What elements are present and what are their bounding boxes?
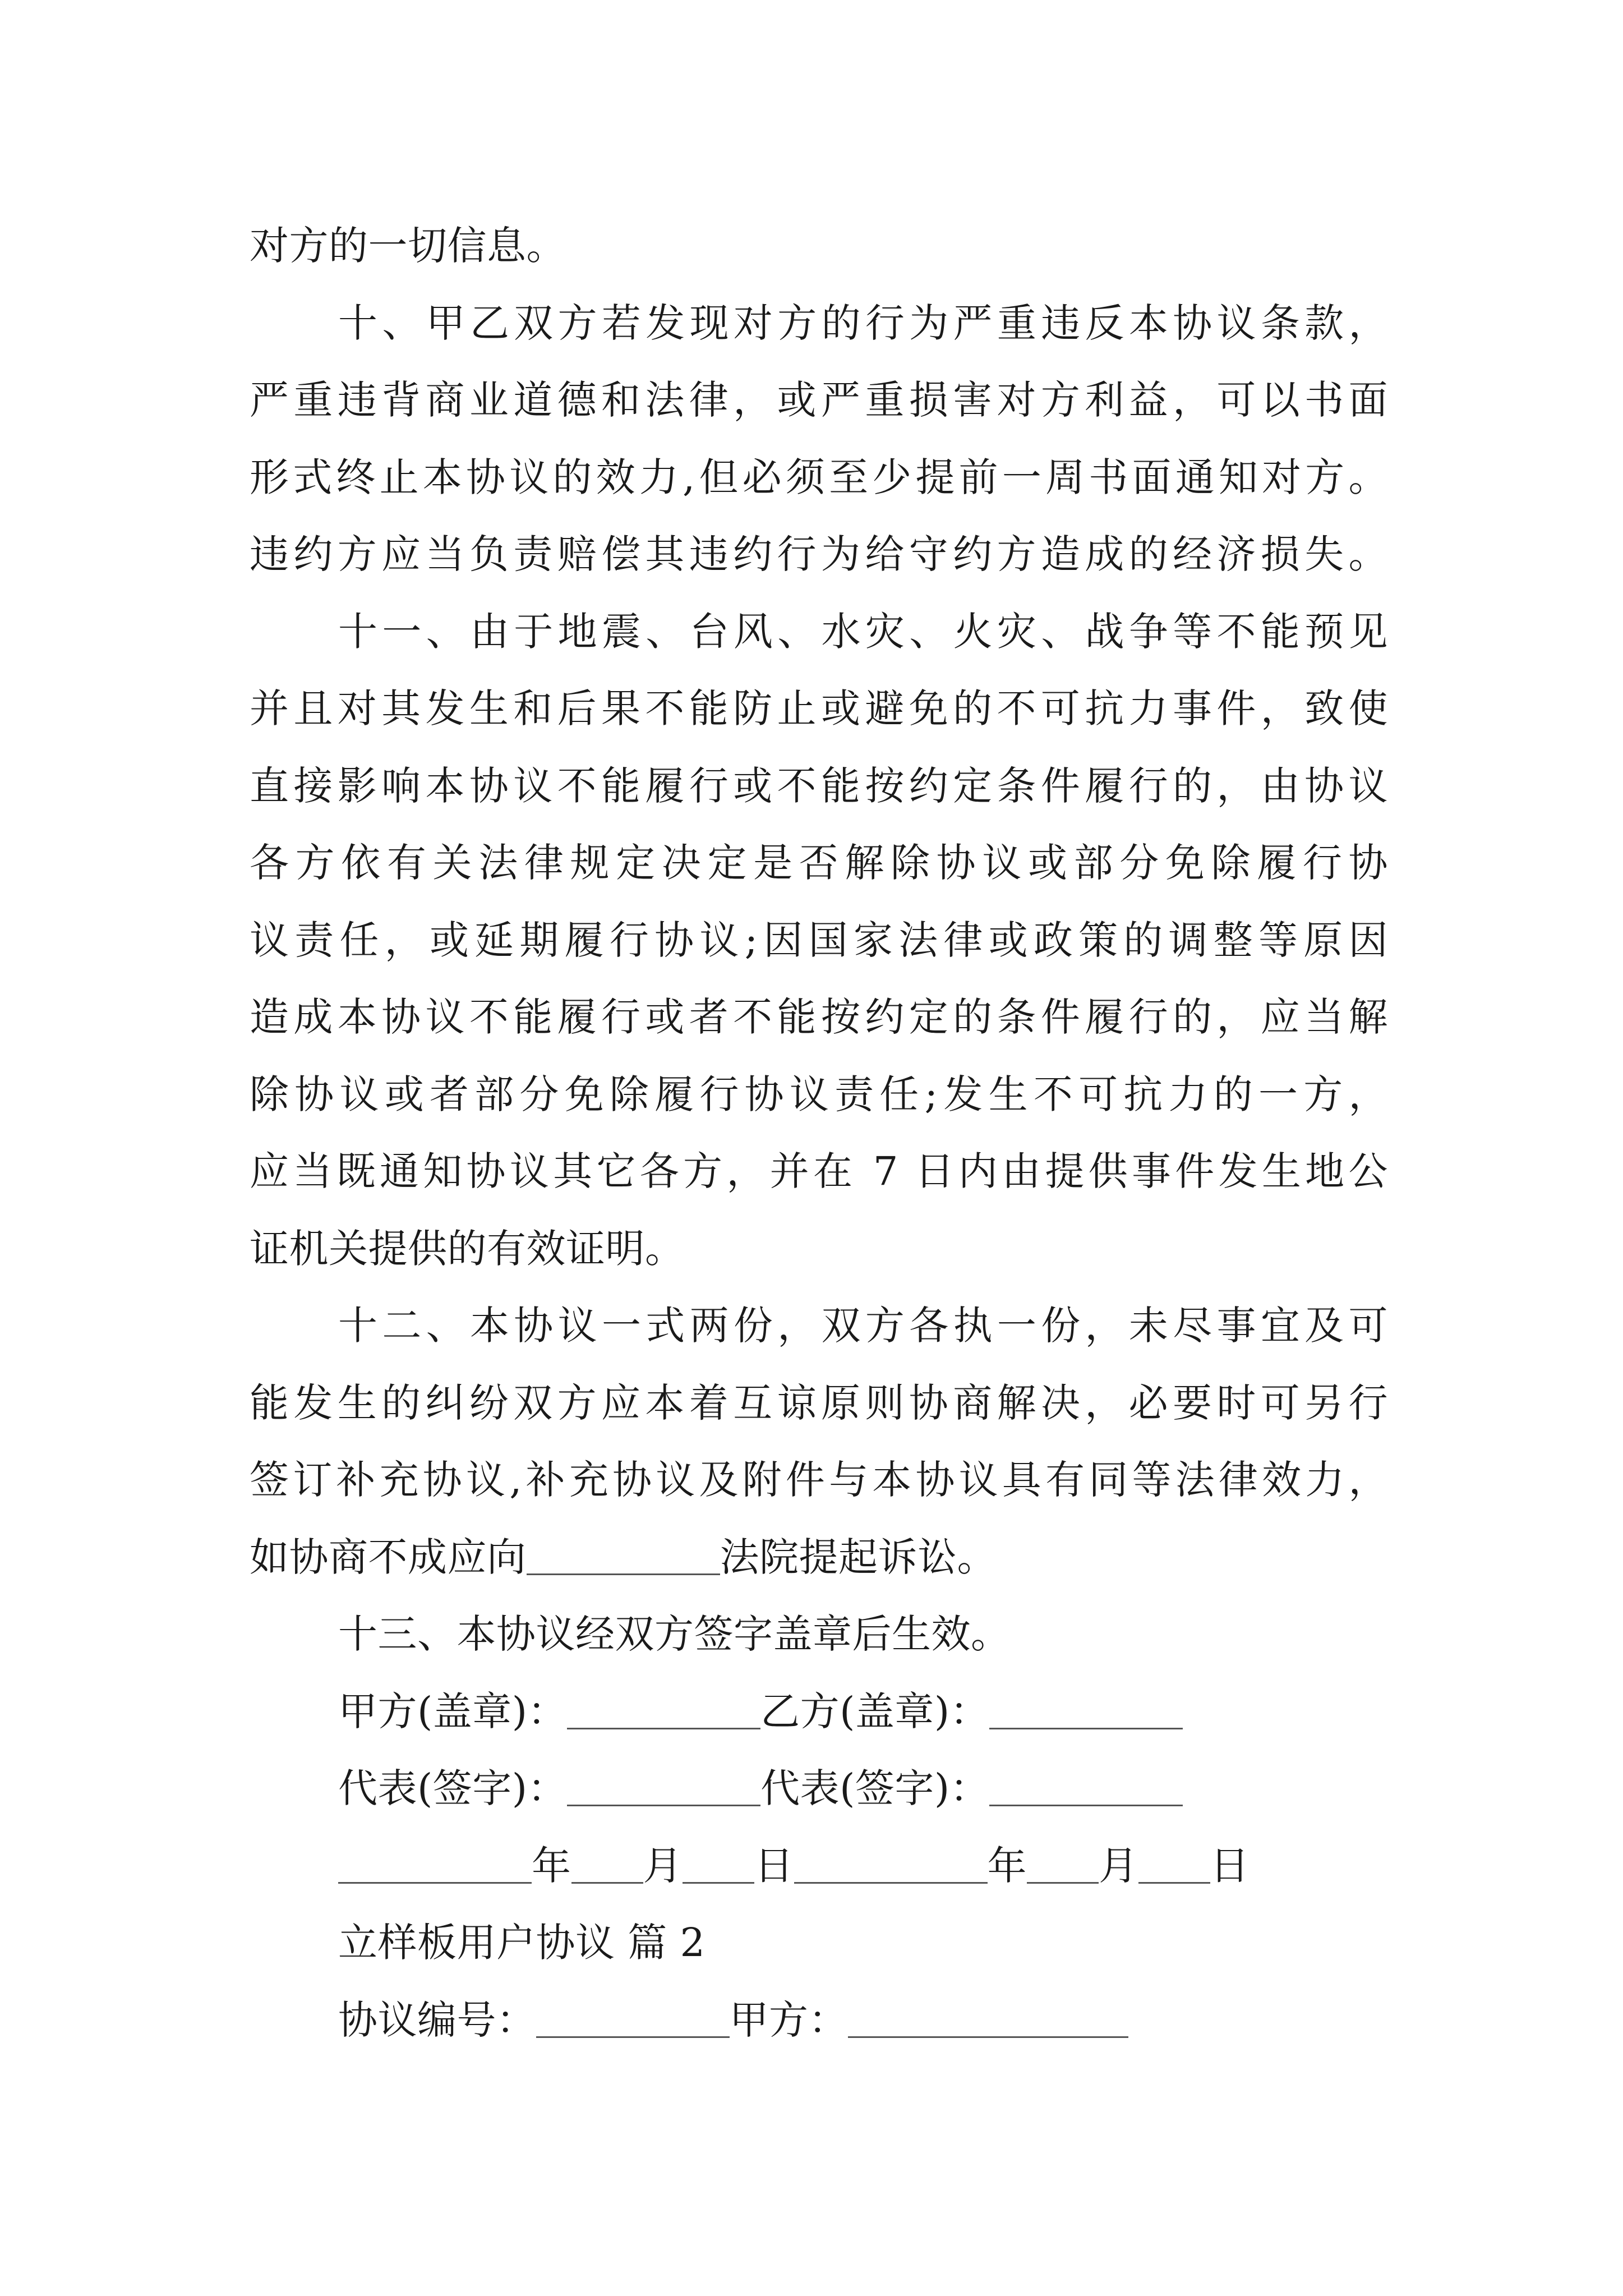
paragraph-line: 严重违背商业道德和法律，或严重损害对方利益，可以书面 [250, 377, 1388, 423]
court-clause-before: 如协商不成应向 [250, 1534, 527, 1580]
day-label: 日 [1210, 1842, 1249, 1889]
paragraph-line: 签订补充协议,补充协议及附件与本协议具有同等法律效力， [250, 1457, 1388, 1503]
month-blank [571, 1843, 643, 1884]
paragraph-line: 各方依有关法律规定决定是否解除协议或部分免除履行协 [250, 840, 1388, 886]
document-page [250, 208, 1388, 2059]
party-b-seal-label: 乙方(盖章)： [760, 1688, 990, 1734]
sign-line [250, 1750, 1388, 1828]
day-blank [1138, 1843, 1210, 1884]
paragraph-line [250, 1519, 1388, 1596]
month-label: 月 [643, 1842, 683, 1889]
party-b-seal-blank [989, 1688, 1183, 1729]
paragraph-line: 十一、由于地震、台风、水灾、火灾、战争等不能预见 [338, 608, 1388, 655]
agreement-number-label: 协议编号： [338, 1996, 536, 2043]
paragraph-line: 造成本协议不能履行或者不能按约定的条件履行的，应当解 [250, 994, 1388, 1040]
paragraph-line: 并且对其发生和后果不能防止或避免的不可抗力事件，致使 [250, 685, 1388, 731]
party-a-seal-label: 甲方(盖章)： [338, 1688, 568, 1734]
date-line [250, 1828, 1388, 1905]
party-a-label: 甲方： [729, 1996, 848, 2043]
year-label: 年 [532, 1842, 571, 1889]
year-blank [794, 1843, 988, 1884]
section-title: 立样板用户协议 篇 2 [338, 1920, 706, 1966]
court-name-blank [527, 1534, 720, 1575]
paragraph-line: 议责任，或延期履行协议;因国家法律或政策的调整等原因 [250, 917, 1388, 963]
paragraph-line: 能发生的纠纷双方应本着互谅原则协商解决，必要时可另行 [250, 1379, 1388, 1426]
paragraph-line: 应当既通知协议其它各方，并在 7 日内由提供事件发生地公 [250, 1148, 1388, 1194]
paragraph-line: 违约方应当负责赔偿其违约行为给守约方造成的经济损失。 [250, 531, 1388, 577]
paragraph-line: 十、甲乙双方若发现对方的行为严重违反本协议条款， [338, 300, 1388, 346]
agreement-number-line [250, 1982, 1388, 2059]
agreement-number-blank [536, 1997, 730, 2038]
paragraph-line: 形式终止本协议的效力,但必须至少提前一周书面通知对方。 [250, 454, 1388, 500]
paragraph-line: 对方的一切信息。 [250, 223, 566, 269]
month-label: 月 [1099, 1842, 1138, 1889]
rep-a-sign-label: 代表(签字)： [338, 1765, 568, 1811]
seal-line [250, 1673, 1388, 1751]
court-clause-after: 法院提起诉讼。 [720, 1534, 997, 1580]
day-blank [683, 1843, 754, 1884]
paragraph-line: 十三、本协议经双方签字盖章后生效。 [338, 1611, 1011, 1657]
rep-b-sign-label: 代表(签字)： [760, 1765, 990, 1811]
day-label: 日 [754, 1842, 794, 1889]
month-blank [1027, 1843, 1099, 1884]
party-a-blank [848, 1997, 1128, 2038]
paragraph-line: 十二、本协议一式两份，双方各执一份，未尽事宜及可 [338, 1303, 1388, 1349]
year-blank [338, 1843, 532, 1884]
rep-a-sign-blank [567, 1765, 760, 1806]
paragraph-line: 直接影响本协议不能履行或不能按约定条件履行的，由协议 [250, 762, 1388, 809]
paragraph-line: 证机关提供的有效证明。 [250, 1225, 685, 1272]
year-label: 年 [987, 1842, 1027, 1889]
paragraph-line: 除协议或者部分免除履行协议责任;发生不可抗力的一方， [250, 1071, 1388, 1117]
rep-b-sign-blank [989, 1765, 1183, 1806]
party-a-seal-blank [567, 1688, 760, 1729]
